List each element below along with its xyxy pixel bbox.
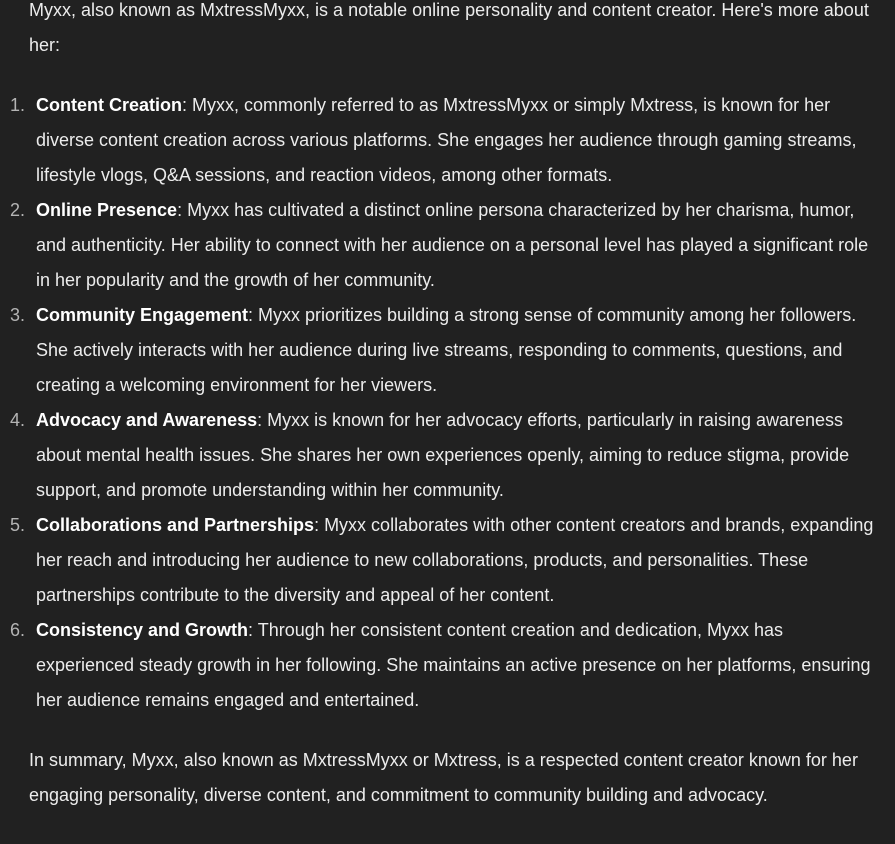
list-item-heading: Consistency and Growth	[36, 620, 249, 640]
list-number: 2.	[10, 200, 26, 220]
list-item-text: : Myxx has cultivated a distinct online persona characterized by her charisma, humor, and authenticity. Her ability to connect with her audience on a personal level has played a significant role in her popularity and the growth of her community.	[36, 200, 869, 290]
list-number: 6.	[10, 620, 26, 640]
list-item-text: : Myxx is known for her advocacy efforts, particularly in raising awareness about mental health issues. She shares her own experiences openly, aiming to reduce stigma, provide support, and promote understanding within her community.	[36, 410, 850, 500]
list-item	[10, 508, 885, 613]
list-item	[10, 88, 885, 193]
list-number: 5.	[10, 515, 26, 535]
numbered-list	[10, 88, 885, 718]
list-number: 1.	[10, 95, 26, 115]
summary-paragraph: In summary, Myxx, also known as MxtressMyxx or Mxtress, is a respected content creator known for her engaging personality, diverse content, and commitment to community building and advocacy.	[29, 750, 858, 805]
list-item	[10, 403, 885, 508]
list-item-text: : Through her consistent content creation and dedication, Myxx has experienced steady growth in her following. She maintains an active presence on her platforms, ensuring her audience remains engaged and entertained.	[36, 620, 871, 710]
list-item-text: : Myxx collaborates with other content creators and brands, expanding her reach and introducing her audience to new collaborations, products, and personalities. These partnerships contribute to the diversity and appeal of her content.	[36, 515, 874, 605]
list-number: 4.	[10, 410, 26, 430]
list-item	[10, 193, 885, 298]
list-number: 3.	[10, 305, 26, 325]
list-item-heading: Advocacy and Awareness	[36, 410, 258, 430]
list-item	[10, 613, 885, 718]
list-item-heading: Content Creation	[36, 95, 182, 115]
intro-paragraph: Myxx, also known as MxtressMyxx, is a notable online personality and content creator. Here's more about her:	[29, 0, 869, 55]
list-item-heading: Online Presence	[36, 200, 178, 220]
list-item-heading: Community Engagement	[36, 305, 249, 325]
list-item-heading: Collaborations and Partnerships	[36, 515, 315, 535]
list-item-text: : Myxx prioritizes building a strong sense of community among her followers. She actively interacts with her audience during live streams, responding to comments, questions, and creating a welcoming environment for her viewers.	[36, 305, 857, 395]
list-item-text: : Myxx, commonly referred to as MxtressMyxx or simply Mxtress, is known for her diverse content creation across various platforms. She engages her audience through gaming streams, lifestyle vlogs, Q&A sessions, and reaction videos, among other formats.	[36, 95, 857, 185]
list-item	[10, 298, 885, 403]
